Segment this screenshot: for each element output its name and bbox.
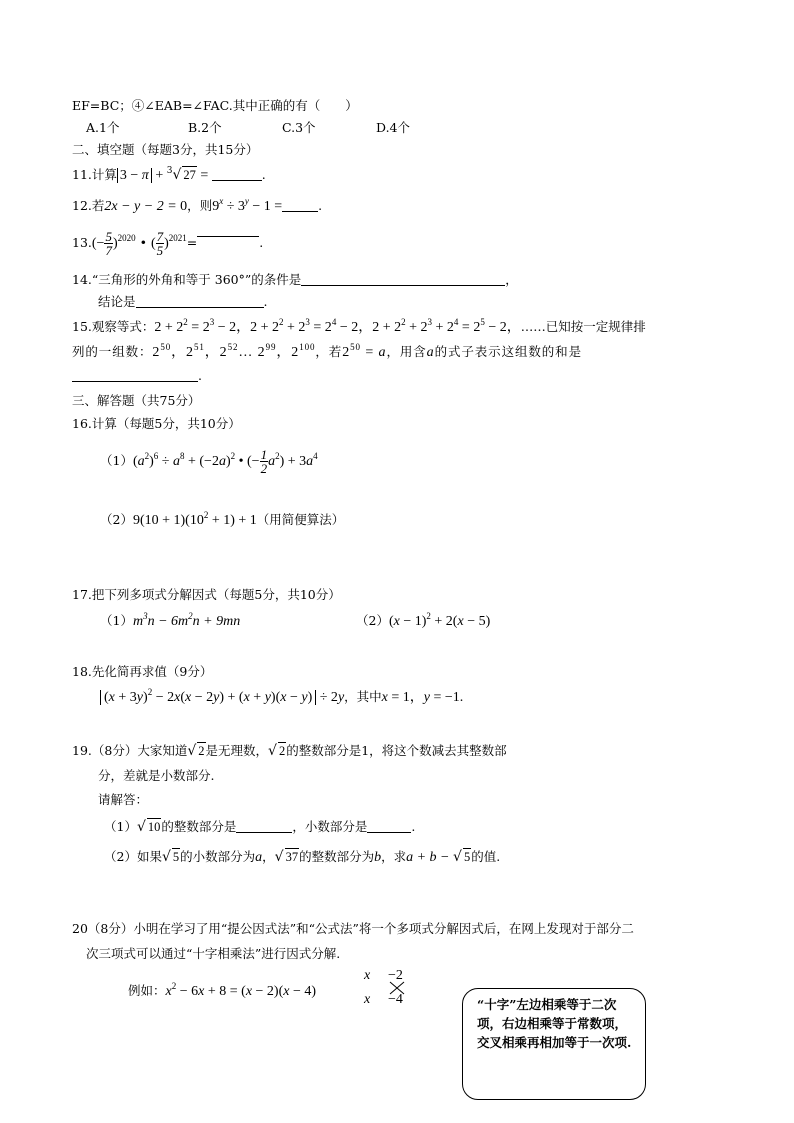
cross-lines-icon (388, 980, 408, 996)
cross-method-note-box: “十字”左边相乘等于二次项，右边相乘等于常数项，交叉相乘再相加等于一次项. (462, 988, 646, 1100)
question-18-title: 18.先化简再求值（9分） (72, 664, 213, 679)
question-11: 11.计算 3 − π + $^3$√ 27 = . (72, 166, 266, 183)
q10-option-d: D.4个 (376, 120, 411, 135)
question-18-expression: $(x + 3y)^2 - 2x(x - 2y) + (x + y)(x - y) \div 2y$，其中x = 1，y = −1. (100, 689, 463, 706)
question-16-2: $(2)9(10 + 1)(10^2 + 1) + 1$（用简便算法） (100, 510, 345, 528)
question-15-answer-blank: . (72, 368, 202, 384)
question-20-line1: 20（8分）小明在学习了用“提公因式法”和“公式法”将一个多项式分解因式后，在网上发现对于部分二 (72, 921, 634, 936)
question-15-line1: 15.观察等式：$2 + 2^2 = 2^3 - 2$，$2 + 2^2 + 2^3 = 2^4 - 2$，$2 + 2^2 + 2^3 + 2^4 = 2^5 - 2$，……已知按一定规律排 (72, 317, 646, 335)
q10-option-c: C.3个 (282, 120, 316, 135)
cross-multiplication-diagram: x −2 x −4 (360, 968, 420, 1010)
question-19-line3: 请解答： (98, 792, 149, 807)
question-17-1: $(1)m^3n - 6m^2n + 9mn$ (100, 611, 241, 629)
section3-title: 三、解答题（共75分） (72, 393, 201, 408)
question-12: 12.若2x − y − 2 = 0，则$9^x \div 3^y - 1$ = . (72, 196, 323, 214)
question-13: 13.(− $\frac{5}{7}$ )$^{2020}$ • ( $\frac{7}{5}$ )$^{2021}$= . (72, 224, 263, 260)
question-19-1: （1）√ 10的整数部分是 ，小数部分是 . (104, 819, 416, 835)
question-17-2: $(2)(x - 1)^2 + 2(x - 5)$ (356, 611, 491, 629)
question-17-title: 17.把下列多项式分解因式（每题5分，共10分） (72, 587, 341, 602)
question-19-2: （2）如果√ 5的小数部分为a，√ 37的整数部分为b，求a + b − √ 5的值. (104, 849, 501, 865)
question-16-title: 16.计算（每题5分，共10分） (72, 416, 241, 431)
section2-title: 二、填空题（每题3分，共15分） (72, 142, 259, 157)
question-19-line1: 19.（8分）大家知道√ 2是无理数，√ 2的整数部分是1，将这个数减去其整数部 (72, 743, 507, 759)
question-19-line2: 分，差就是小数部分. (98, 768, 215, 783)
question-20-line2: 次三项式可以通过“十字相乘法”进行因式分解. (86, 946, 341, 961)
question-20-example: 例如：$x^2 - 6x + 8 = (x - 2)(x - 4)$ (128, 981, 317, 999)
q10-tail: EF=BC；④∠EAB=∠FAC.其中正确的有（ ） (72, 98, 358, 113)
q10-option-b: B.2个 (188, 120, 222, 135)
question-14-line1: 14.“三角形的外角和等于 360°”的条件是 ， (72, 272, 518, 287)
q10-option-a: A.1个 (86, 120, 120, 135)
question-15-line2: 列的一组数：$2^{50}$，$2^{51}$，$2^{52}\dots$ $2^{99}$，$2^{100}$，若$2^{50} = a$，用含a的式子表示这组数的和是 (72, 342, 582, 360)
question-14-line2: 结论是 . (98, 294, 268, 309)
question-16-1: $(1)(a^2)^6 \div a^8 + (-2a)^2$ • (− $\frac{1}{2}$ $a^2) + 3a^4$ (100, 447, 318, 476)
